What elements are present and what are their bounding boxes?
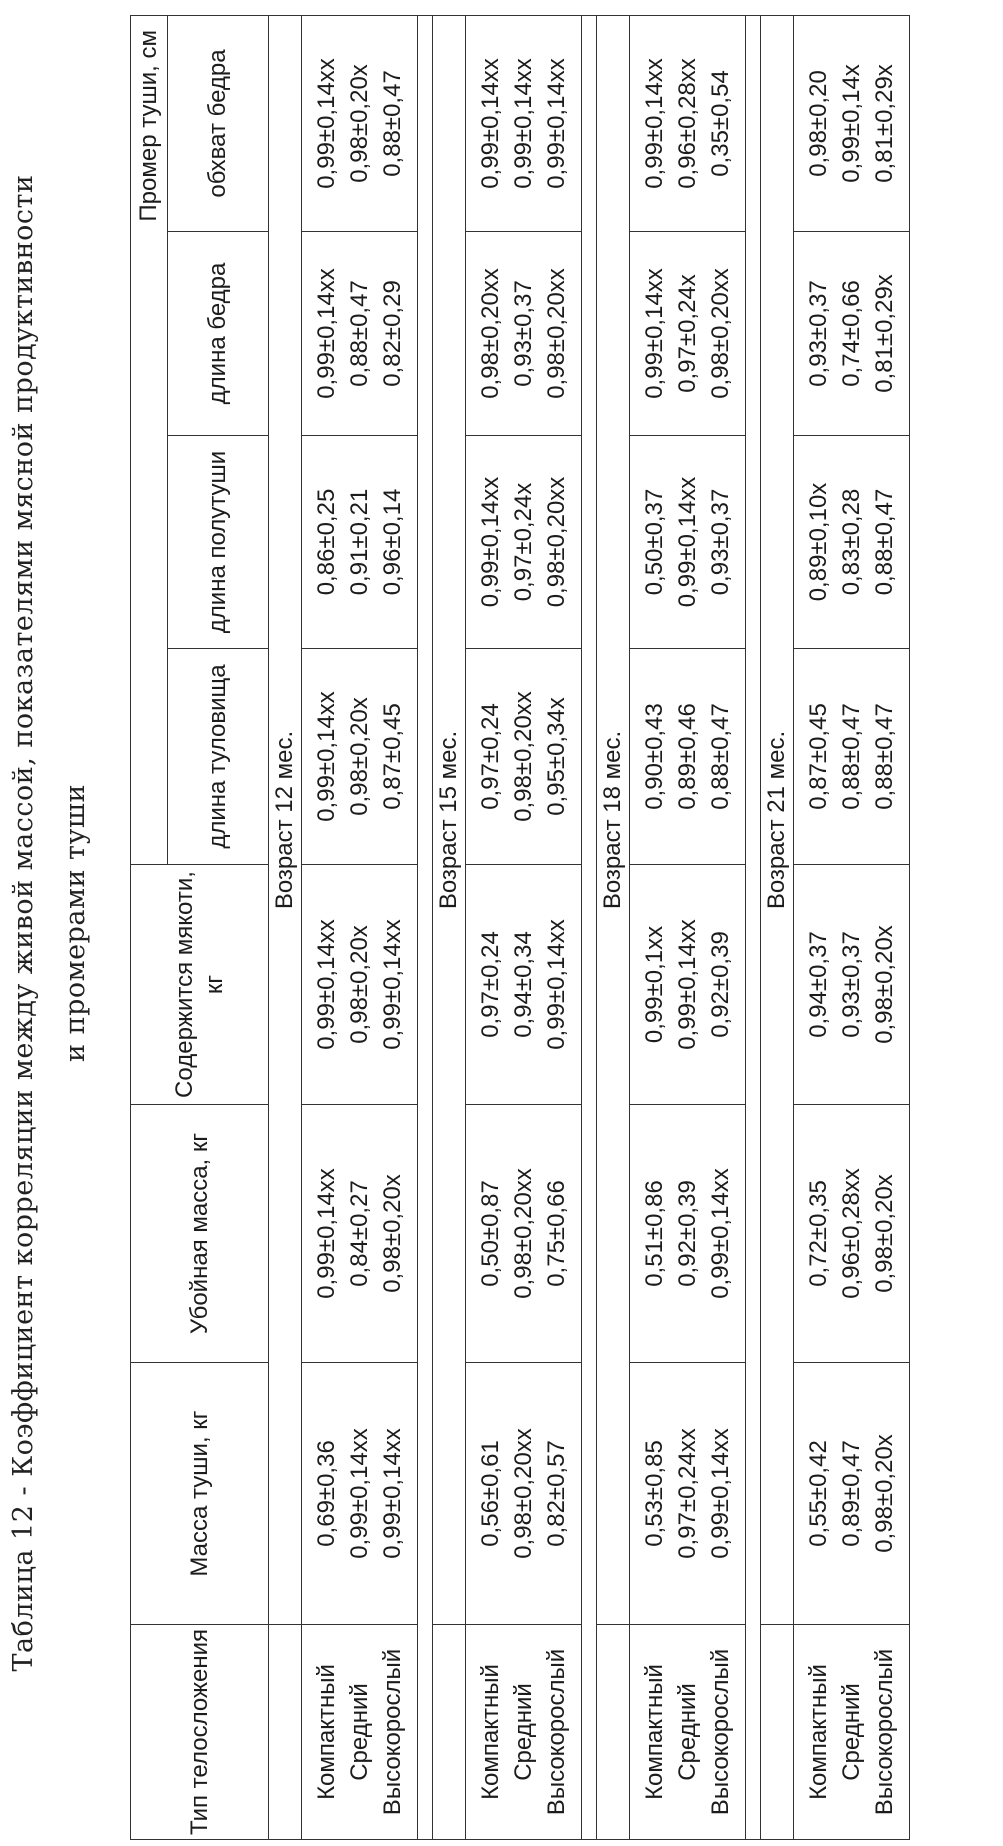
correlation-value: 0,98±0,20х xyxy=(871,925,898,1044)
correlation-value: 0,99±0,14хх xyxy=(707,1168,734,1299)
correlation-value: 0,98±0,20х xyxy=(346,697,373,816)
correlation-value: 0,56±0,61 xyxy=(477,1440,504,1547)
correlation-value: 0,81±0,29х xyxy=(871,274,898,393)
correlation-value: 0,96±0,14 xyxy=(379,488,406,596)
thigh-girth-cell xyxy=(794,15,910,231)
correlation-value: 0,99±0,14х xyxy=(838,64,865,183)
correlation-value: 0,98±0,20хх xyxy=(543,268,570,399)
correlation-value: 0,95±0,34х xyxy=(543,697,570,816)
pulp-cell xyxy=(466,865,582,1105)
correlation-value: 0,92±0,39 xyxy=(707,931,734,1038)
table-caption: Таблица 12 - Коэффициент корреляции между живой массой, показателями мясной продуктивности xyxy=(8,174,39,1672)
body-type-label: Средний xyxy=(510,1683,537,1781)
correlation-value: 0,53±0,85 xyxy=(641,1440,668,1547)
correlation-value: 0,82±0,29 xyxy=(379,280,406,387)
correlation-value: 0,88±0,47 xyxy=(346,280,373,387)
correlation-value: 0,98±0,20х xyxy=(379,1174,406,1293)
correlation-value: 0,99±0,14хх xyxy=(313,268,340,399)
correlation-value: 0,50±0,37 xyxy=(641,488,668,596)
thigh-length-cell xyxy=(302,232,418,436)
age-row-blank xyxy=(269,1625,302,1840)
correlation-value: 0,92±0,39 xyxy=(674,1180,701,1287)
correlation-value: 0,90±0,43 xyxy=(641,703,668,810)
pulp-cell xyxy=(302,865,418,1105)
half-carcass-length-cell xyxy=(302,436,418,649)
correlation-value: 0,87±0,45 xyxy=(379,703,406,810)
correlation-value: 0,89±0,47 xyxy=(838,1440,865,1547)
age-row-blank xyxy=(761,1625,794,1840)
age-label: Возраст 15 мес. xyxy=(433,15,466,1624)
correlation-value: 0,86±0,25 xyxy=(313,488,340,596)
body-type-label: Компактный xyxy=(805,1664,832,1800)
correlation-value: 0,99±0,1хх xyxy=(641,925,668,1044)
correlation-value: 0,97±0,24 xyxy=(477,703,504,810)
correlation-value: 0,91±0,21 xyxy=(346,488,373,596)
header-thigh-girth: обхват бедра xyxy=(168,15,269,231)
correlation-value: 0,99±0,14хх xyxy=(379,1428,406,1559)
body-type-label: Средний xyxy=(838,1683,865,1781)
correlation-value: 0,98±0,20хх xyxy=(707,268,734,399)
correlation-value: 0,82±0,57 xyxy=(543,1440,570,1547)
age-row xyxy=(433,15,466,1839)
correlation-value: 0,99±0,14хх xyxy=(707,1428,734,1559)
correlation-value: 0,69±0,36 xyxy=(313,1440,340,1547)
table-row xyxy=(302,15,418,1839)
thigh-length-cell xyxy=(466,232,582,436)
correlation-value: 0,99±0,14хх xyxy=(674,919,701,1050)
correlation-value: 0,98±0,20хх xyxy=(510,1168,537,1299)
group-separator xyxy=(582,15,597,1839)
header-pulp: Содержится мякоти, кг xyxy=(131,865,269,1105)
correlation-value: 0,99±0,14хх xyxy=(510,58,537,189)
body-type-label: Компактный xyxy=(477,1664,504,1800)
pulp-cell xyxy=(794,865,910,1105)
thigh-length-cell xyxy=(630,232,746,436)
thigh-length-cell xyxy=(794,232,910,436)
table-caption-continued: и промерами туши xyxy=(60,784,91,1062)
correlation-value: 0,93±0,37 xyxy=(707,488,734,596)
correlation-value: 0,98±0,20х xyxy=(871,1174,898,1293)
correlation-value: 0,88±0,47 xyxy=(379,70,406,177)
body-type-cell xyxy=(302,1625,418,1840)
age-row xyxy=(761,15,794,1839)
correlation-value: 0,98±0,20хх xyxy=(477,268,504,399)
header-carcass-measures: Промер туши, см xyxy=(131,15,168,864)
correlation-value: 0,97±0,24х xyxy=(510,482,537,602)
table-row xyxy=(794,15,910,1839)
correlation-table xyxy=(130,15,910,1840)
correlation-value: 0,98±0,20х xyxy=(871,1434,898,1553)
age-row-blank xyxy=(433,1625,466,1840)
correlation-value: 0,99±0,14хх xyxy=(641,268,668,399)
trunk-length-cell xyxy=(630,649,746,865)
carcass-mass-cell xyxy=(794,1363,910,1625)
correlation-value: 0,99±0,14хх xyxy=(674,476,701,608)
correlation-value: 0,99±0,14хх xyxy=(477,476,504,608)
header-trunk-length: длина туловища xyxy=(168,649,269,865)
thigh-girth-cell xyxy=(466,15,582,231)
body-type-cell xyxy=(466,1625,582,1840)
correlation-value: 0,93±0,37 xyxy=(510,280,537,387)
correlation-value: 0,88±0,47 xyxy=(871,703,898,810)
age-row-blank xyxy=(597,1625,630,1840)
correlation-value: 0,99±0,14хх xyxy=(543,58,570,189)
correlation-value: 0,83±0,28 xyxy=(838,488,865,596)
correlation-value: 0,88±0,47 xyxy=(871,488,898,596)
correlation-value: 0,72±0,35 xyxy=(805,1180,832,1287)
correlation-value: 0,75±0,66 xyxy=(543,1180,570,1287)
thigh-girth-cell xyxy=(302,15,418,231)
carcass-mass-cell xyxy=(630,1363,746,1625)
correlation-value: 0,99±0,14хх xyxy=(379,919,406,1050)
header-thigh-length: длина бедра xyxy=(168,232,269,436)
table-row xyxy=(630,15,746,1839)
slaughter-mass-cell xyxy=(794,1105,910,1363)
thigh-girth-cell xyxy=(630,15,746,231)
pulp-cell xyxy=(630,865,746,1105)
header-carcass-mass: Масса туши, кг xyxy=(131,1363,269,1625)
correlation-value: 0,99±0,14хх xyxy=(313,1168,340,1299)
correlation-value: 0,84±0,27 xyxy=(346,1180,373,1287)
correlation-value: 0,94±0,34 xyxy=(510,931,537,1038)
slaughter-mass-cell xyxy=(466,1105,582,1363)
half-carcass-length-cell xyxy=(466,436,582,649)
correlation-value: 0,98±0,20хх xyxy=(510,1428,537,1559)
correlation-value: 0,51±0,86 xyxy=(641,1180,668,1287)
correlation-value: 0,98±0,20 xyxy=(805,70,832,177)
carcass-mass-cell xyxy=(466,1363,582,1625)
body-type-label: Компактный xyxy=(313,1664,340,1800)
correlation-value: 0,97±0,24х xyxy=(674,274,701,393)
trunk-length-cell xyxy=(466,649,582,865)
correlation-value: 0,99±0,14хх xyxy=(313,58,340,189)
correlation-value: 0,99±0,14хх xyxy=(313,691,340,822)
trunk-length-cell xyxy=(302,649,418,865)
correlation-value: 0,89±0,10х xyxy=(805,482,832,602)
correlation-value: 0,35±0,54 xyxy=(707,70,734,177)
body-type-cell xyxy=(794,1625,910,1840)
table-row xyxy=(466,15,582,1839)
body-type-label: Средний xyxy=(674,1683,701,1781)
age-row xyxy=(597,15,630,1839)
correlation-value: 0,96±0,28хх xyxy=(838,1168,865,1299)
correlation-value: 0,99±0,14хх xyxy=(313,919,340,1050)
slaughter-mass-cell xyxy=(302,1105,418,1363)
group-separator xyxy=(746,15,761,1839)
correlation-value: 0,98±0,20хх xyxy=(543,476,570,608)
correlation-value: 0,74±0,66 xyxy=(838,280,865,387)
correlation-value: 0,99±0,14хх xyxy=(477,58,504,189)
age-label: Возраст 18 мес. xyxy=(597,15,630,1624)
carcass-mass-cell xyxy=(302,1363,418,1625)
correlation-value: 0,81±0,29х xyxy=(871,64,898,183)
correlation-value: 0,89±0,46 xyxy=(674,703,701,810)
correlation-value: 0,55±0,42 xyxy=(805,1440,832,1547)
body-type-label: Высокорослый xyxy=(379,1648,406,1816)
body-type-label: Высокорослый xyxy=(543,1648,570,1816)
header-half-carcass-length: длина полутуши xyxy=(168,436,269,649)
half-carcass-length-cell xyxy=(630,436,746,649)
age-row xyxy=(269,15,302,1839)
body-type-cell xyxy=(630,1625,746,1840)
slaughter-mass-cell xyxy=(630,1105,746,1363)
correlation-value: 0,87±0,45 xyxy=(805,703,832,810)
correlation-value: 0,88±0,47 xyxy=(838,703,865,810)
header-body-type: Тип телосложения xyxy=(131,1625,269,1840)
correlation-value: 0,97±0,24 xyxy=(477,931,504,1038)
correlation-value: 0,97±0,24хх xyxy=(674,1428,701,1559)
body-type-label: Средний xyxy=(346,1683,373,1781)
correlation-value: 0,93±0,37 xyxy=(805,280,832,387)
correlation-value: 0,50±0,87 xyxy=(477,1180,504,1287)
header-slaughter-mass: Убойная масса, кг xyxy=(131,1105,269,1363)
body-type-label: Высокорослый xyxy=(707,1648,734,1816)
correlation-value: 0,94±0,37 xyxy=(805,931,832,1038)
correlation-value: 0,98±0,20хх xyxy=(510,691,537,822)
body-type-label: Высокорослый xyxy=(871,1648,898,1816)
half-carcass-length-cell xyxy=(794,436,910,649)
correlation-value: 0,99±0,14хх xyxy=(543,919,570,1050)
age-label: Возраст 21 мес. xyxy=(761,15,794,1624)
correlation-value: 0,99±0,14хх xyxy=(346,1428,373,1559)
trunk-length-cell xyxy=(794,649,910,865)
body-type-label: Компактный xyxy=(641,1664,668,1800)
correlation-value: 0,93±0,37 xyxy=(838,931,865,1038)
correlation-value: 0,99±0,14хх xyxy=(641,58,668,189)
correlation-value: 0,88±0,47 xyxy=(707,703,734,810)
correlation-value: 0,98±0,20х xyxy=(346,64,373,183)
age-label: Возраст 12 мес. xyxy=(269,15,302,1624)
correlation-value: 0,96±0,28хх xyxy=(674,58,701,189)
group-separator xyxy=(418,15,433,1839)
correlation-value: 0,98±0,20х xyxy=(346,925,373,1044)
